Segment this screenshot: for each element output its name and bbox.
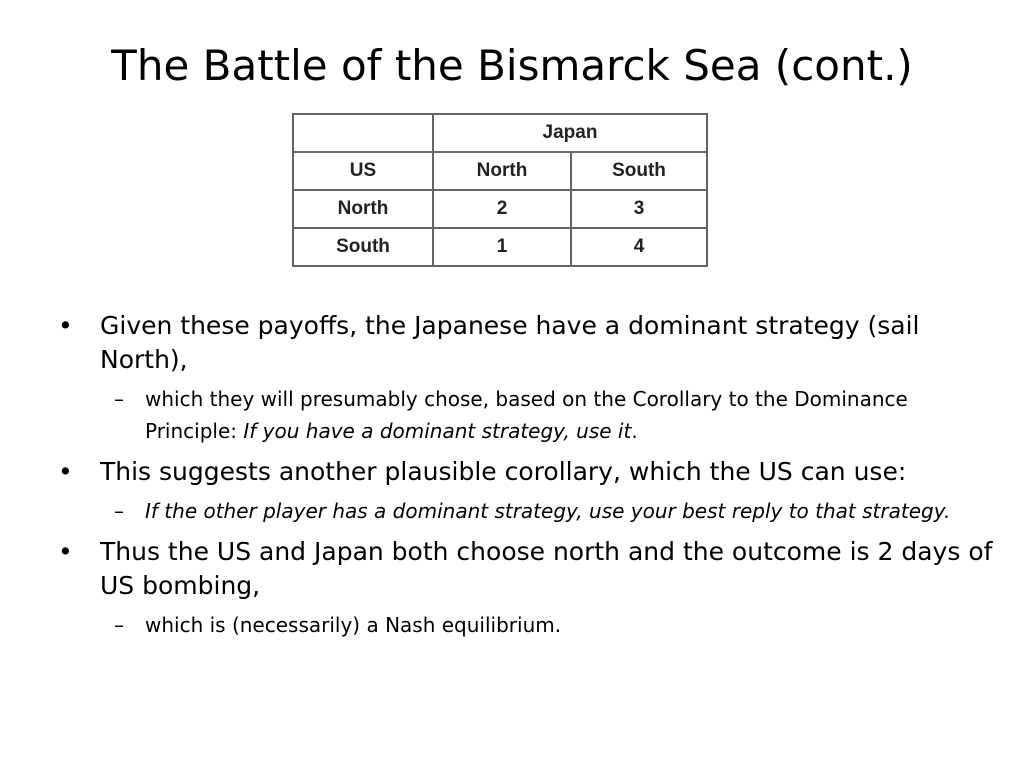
table-row-label-north: North xyxy=(293,190,433,228)
table-us-header: US xyxy=(293,152,433,190)
table-col-north: North xyxy=(433,152,571,190)
slide-title: The Battle of the Bismarck Sea (cont.) xyxy=(111,41,913,90)
dash-icon: – xyxy=(114,387,124,411)
sub-bullet-item xyxy=(58,609,998,641)
table-empty-corner xyxy=(293,114,433,152)
sub-bullet-item xyxy=(58,383,998,447)
sub-bullet-italic-text: If you have a dominant strategy, use it xyxy=(243,419,632,443)
table-column-label-row xyxy=(293,152,707,190)
table-header-row xyxy=(293,114,707,152)
table-cell: 1 xyxy=(433,228,571,266)
dash-icon: – xyxy=(114,613,124,637)
table-col-south: South xyxy=(571,152,707,190)
table-cell: 4 xyxy=(571,228,707,266)
dash-icon: – xyxy=(114,499,124,523)
payoff-table xyxy=(292,113,708,267)
bullet-icon: • xyxy=(58,537,73,566)
table-row-label-south: South xyxy=(293,228,433,266)
bullet-icon: • xyxy=(58,311,73,340)
bullet-text: This suggests another plausible corollary, which the US can use: xyxy=(100,457,907,486)
table-row xyxy=(293,228,707,266)
bullet-text: Thus the US and Japan both choose north and the outcome is 2 days of US bombing, xyxy=(100,537,993,600)
sub-bullet-text: which is (necessarily) a Nash equilibrium. xyxy=(145,613,562,637)
sub-bullet-italic-text: If the other player has a dominant strategy, use your best reply to that strategy. xyxy=(145,499,951,523)
bullet-item xyxy=(58,535,998,603)
bullet-item xyxy=(58,309,998,377)
table-japan-header: Japan xyxy=(433,114,707,152)
bullet-text: Given these payoffs, the Japanese have a dominant strategy (sail North), xyxy=(100,311,920,374)
table-cell: 3 xyxy=(571,190,707,228)
bullet-list xyxy=(58,309,998,649)
sub-bullet-text-end: . xyxy=(631,419,638,443)
table-cell: 2 xyxy=(433,190,571,228)
sub-bullet-item xyxy=(58,495,998,527)
sub-bullet-text: which they will presumably chose, based on the Corollary to the Dominance Principle: xyxy=(145,387,908,443)
table-row xyxy=(293,190,707,228)
bullet-item xyxy=(58,455,998,489)
bullet-icon: • xyxy=(58,457,73,486)
